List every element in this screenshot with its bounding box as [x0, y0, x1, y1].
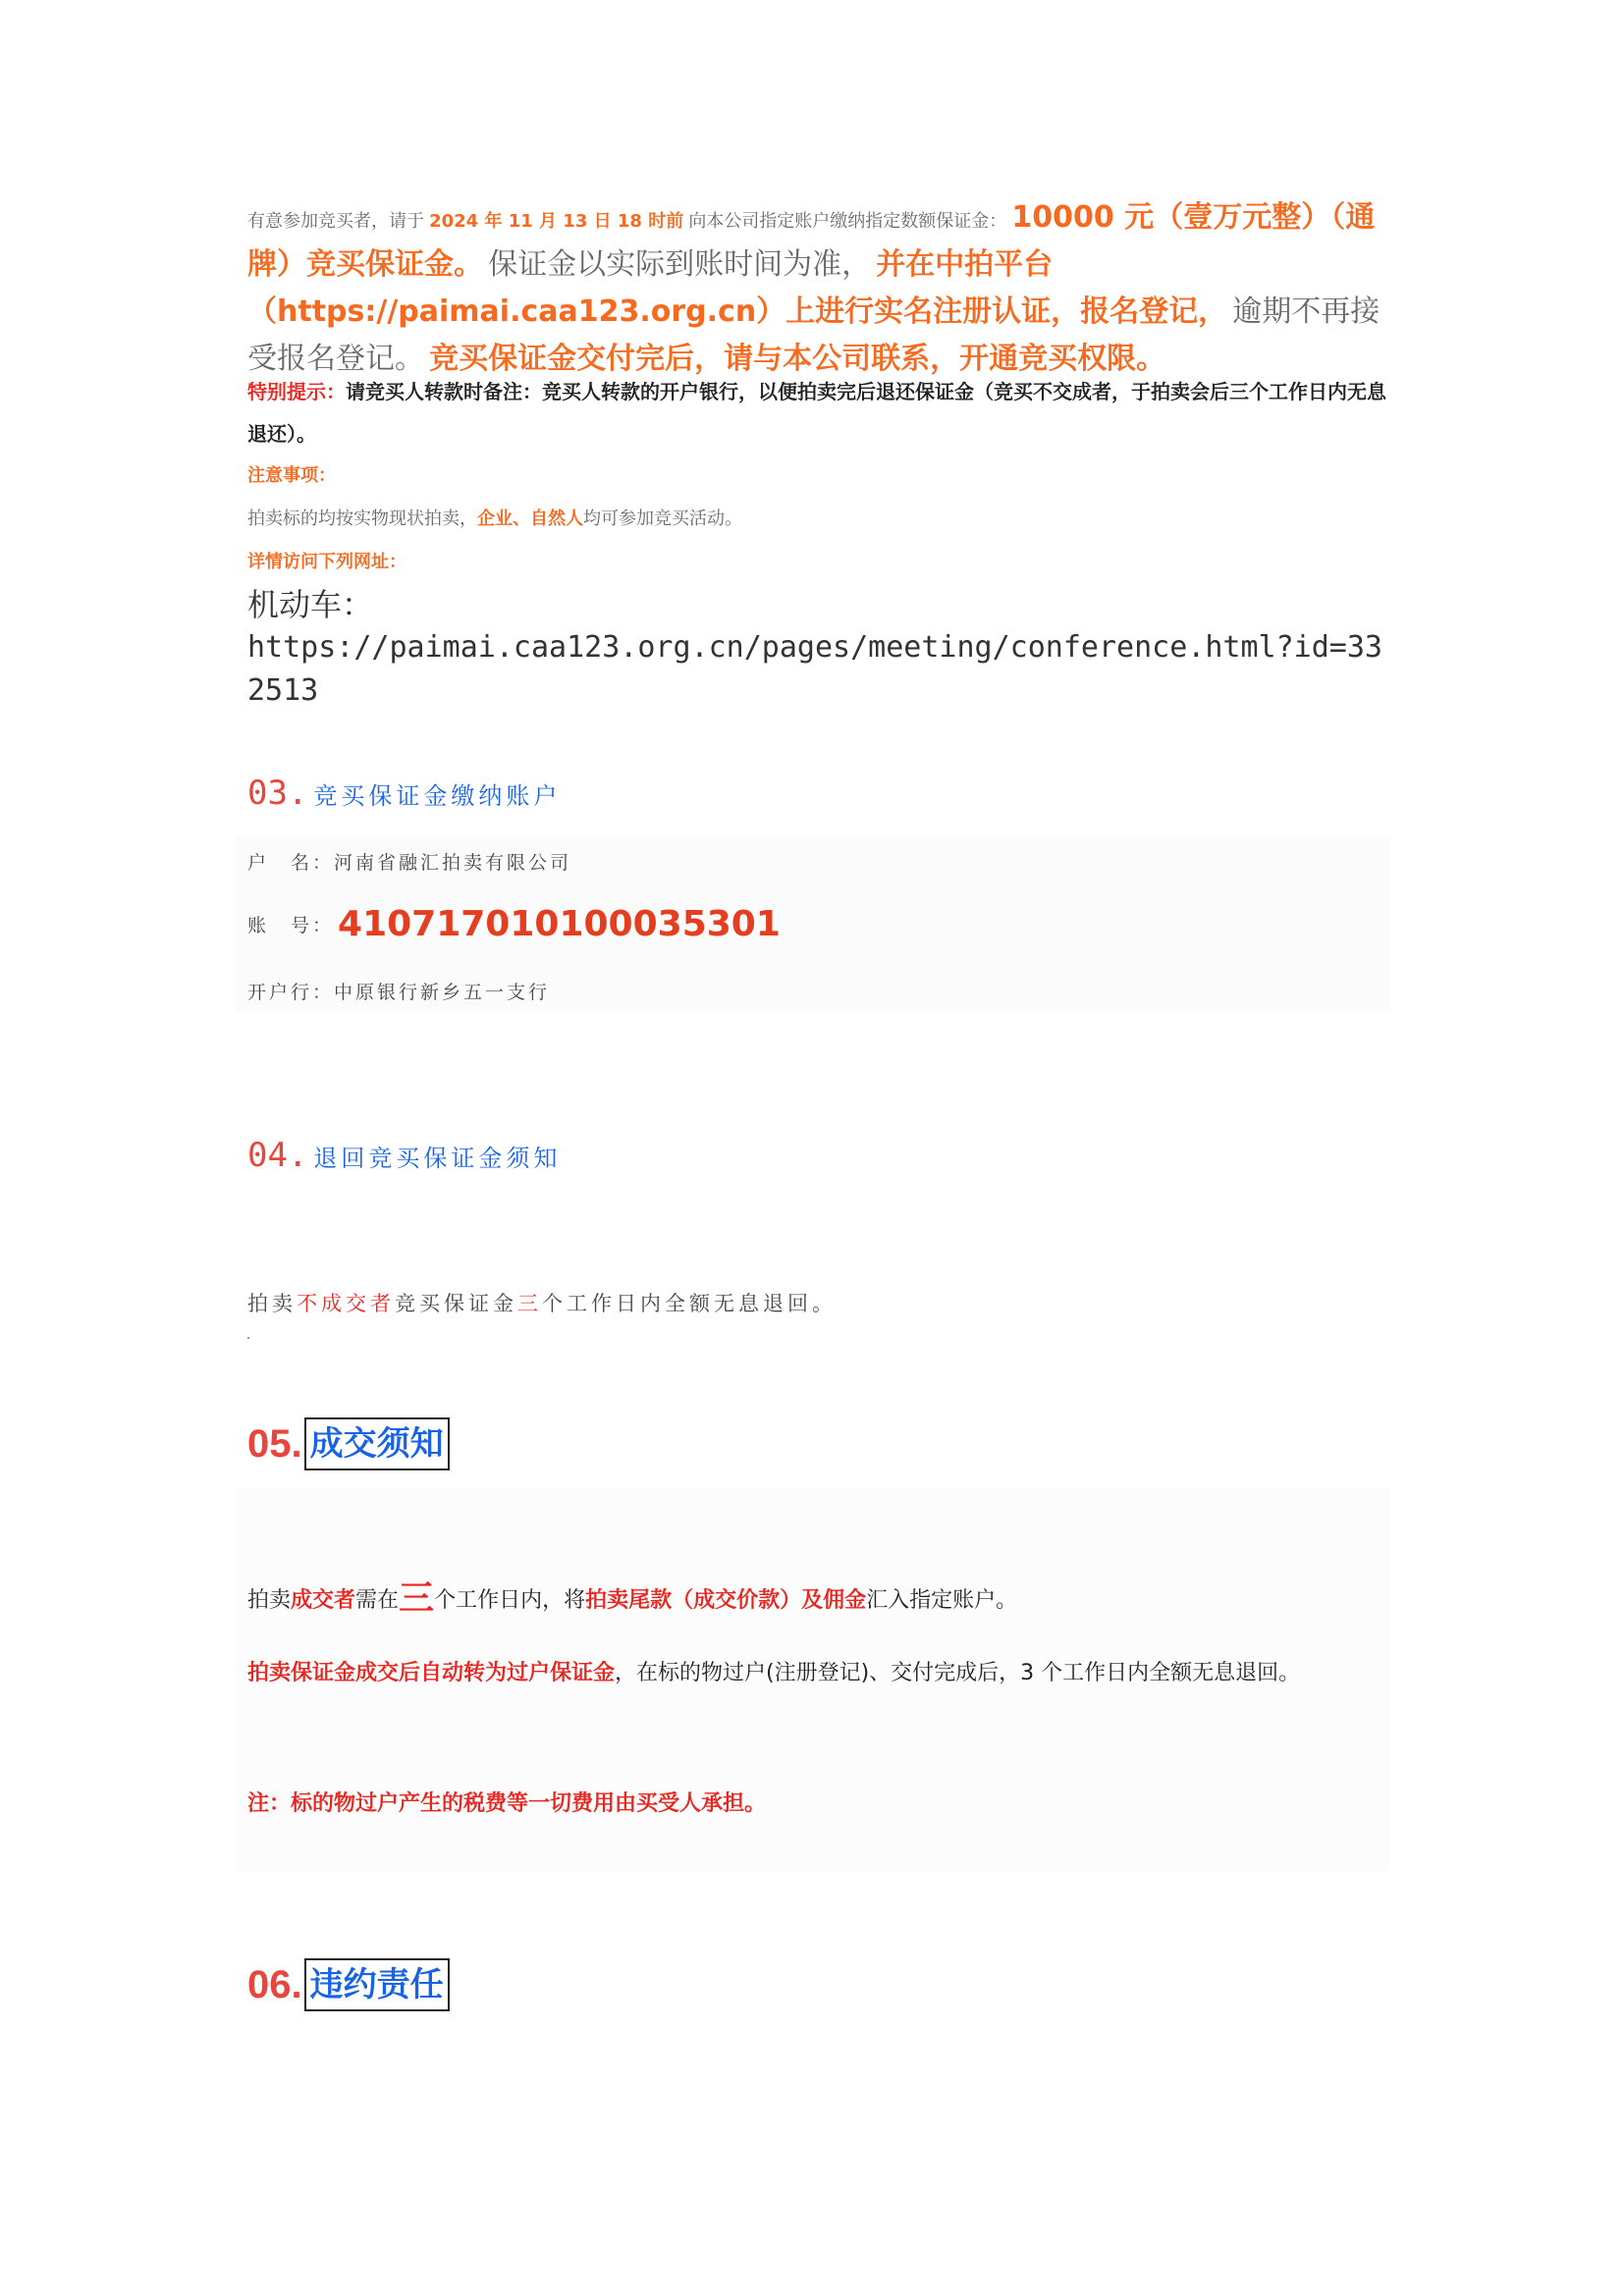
deal-rule-2 [247, 1641, 1386, 1706]
section-05-heading [247, 1417, 450, 1470]
section-04-heading [247, 1136, 561, 1175]
notice-text-prefix: 拍卖标的均按实物现状拍卖， [247, 508, 477, 529]
auction-url[interactable]: https://paimai.caa123.org.cn/pages/meeting/conference.html?id=332513 [247, 630, 1382, 708]
intro-tail: 竞买保证金交付完后，请与本公司联系，开通竞买权限。 [429, 342, 1166, 376]
account-bank-value: 中原银行新乡五一支行 [334, 982, 551, 1003]
section-06-title: 违约责任 [304, 1958, 450, 2011]
account-number-value: 410717010100035301 [338, 904, 781, 944]
refund-notice [247, 1288, 1386, 1317]
notice-text [247, 505, 1386, 534]
section-03-heading [247, 774, 561, 813]
special-tip [247, 371, 1386, 455]
notice-text-suffix: 均可参加竞买活动。 [583, 508, 742, 529]
account-bank-label: 开户行： [247, 982, 335, 1003]
deal2-a: 拍卖保证金成交后自动转为过户保证金 [247, 1661, 616, 1685]
refund-text-e: 个工作日内全额无息退回。 [542, 1292, 837, 1315]
deal1-f: 拍卖尾款（成交价款）及佣金 [585, 1588, 867, 1613]
deal1-d: 三 [399, 1578, 435, 1619]
section-06-heading [247, 1958, 450, 2011]
intro-amount: 10000 元（壹万元整）（通牌）竞买保证金。 [247, 200, 1376, 282]
special-tip-text: 请竞买人转款时备注：竞买人转款的开户银行，以便拍卖完后退还保证金（竞买不交成者，于拍卖会后三个工作日内无息退还）。 [247, 380, 1386, 446]
notice-title: 注意事项： [247, 465, 336, 486]
section-05-title: 成交须知 [304, 1417, 450, 1470]
deal1-a: 拍卖 [247, 1588, 292, 1613]
notice-text-highlight: 企业、自然人 [477, 508, 583, 529]
account-name-row [247, 848, 571, 875]
deposit-intro-paragraph [247, 196, 1386, 385]
account-name-value: 河南省融汇拍卖有限公司 [334, 852, 572, 874]
deal2-b: ，在标的物过户(注册登记)、交付完成后，3 个工作日内全额无息退回。 [615, 1661, 1301, 1685]
account-number-label: 账 号： [247, 915, 335, 936]
section-04-title: 退回竞买保证金须知 [313, 1145, 562, 1172]
intro-platform: 并在中拍平台（https://paimai.caa123.org.cn）上进行实名注册认证，报名登记， [247, 247, 1228, 329]
deal1-e: 个工作日内，将 [434, 1588, 586, 1613]
intro-gray-1: 保证金以实际到账时间为准， [488, 247, 872, 282]
section-04-number: 04. [247, 1136, 308, 1175]
refund-text-d: 三 [517, 1292, 542, 1315]
deal-rule-1 [247, 1571, 1386, 1621]
vehicle-label: 机动车： [247, 586, 374, 623]
intro-prefix: 有意参加竞买者，请于 [247, 211, 424, 232]
section-05-number: 05. [247, 1421, 302, 1466]
intro-mid: 向本公司指定账户缴纳指定数额保证金： [688, 211, 1007, 232]
visit-title: 详情访问下列网址： [247, 552, 406, 572]
section-03-title: 竞买保证金缴纳账户 [313, 782, 562, 810]
stray-dot [247, 1337, 249, 1339]
section-03-number: 03. [247, 774, 308, 813]
account-name-label: 户 名： [247, 852, 335, 874]
intro-deadline: 2024 年 11 月 13 日 18 时前 [429, 211, 684, 232]
deal1-c: 需在 [355, 1588, 400, 1613]
account-number-row [247, 904, 781, 944]
refund-text-a: 拍卖 [247, 1292, 297, 1315]
special-tip-label: 特别提示： [247, 380, 346, 403]
deal1-b: 成交者 [291, 1588, 356, 1613]
deal-rule-3: 注：标的物过户产生的税费等一切费用由买受人承担。 [247, 1791, 767, 1816]
refund-text-c: 竞买保证金 [395, 1292, 517, 1315]
refund-text-b: 不成交者 [297, 1292, 395, 1315]
deal1-g: 汇入指定账户。 [866, 1588, 1018, 1613]
section-06-number: 06. [247, 1962, 302, 2006]
account-bank-row [247, 978, 550, 1004]
intro-gray-2: 逾期不再接受报名登记。 [247, 294, 1380, 376]
